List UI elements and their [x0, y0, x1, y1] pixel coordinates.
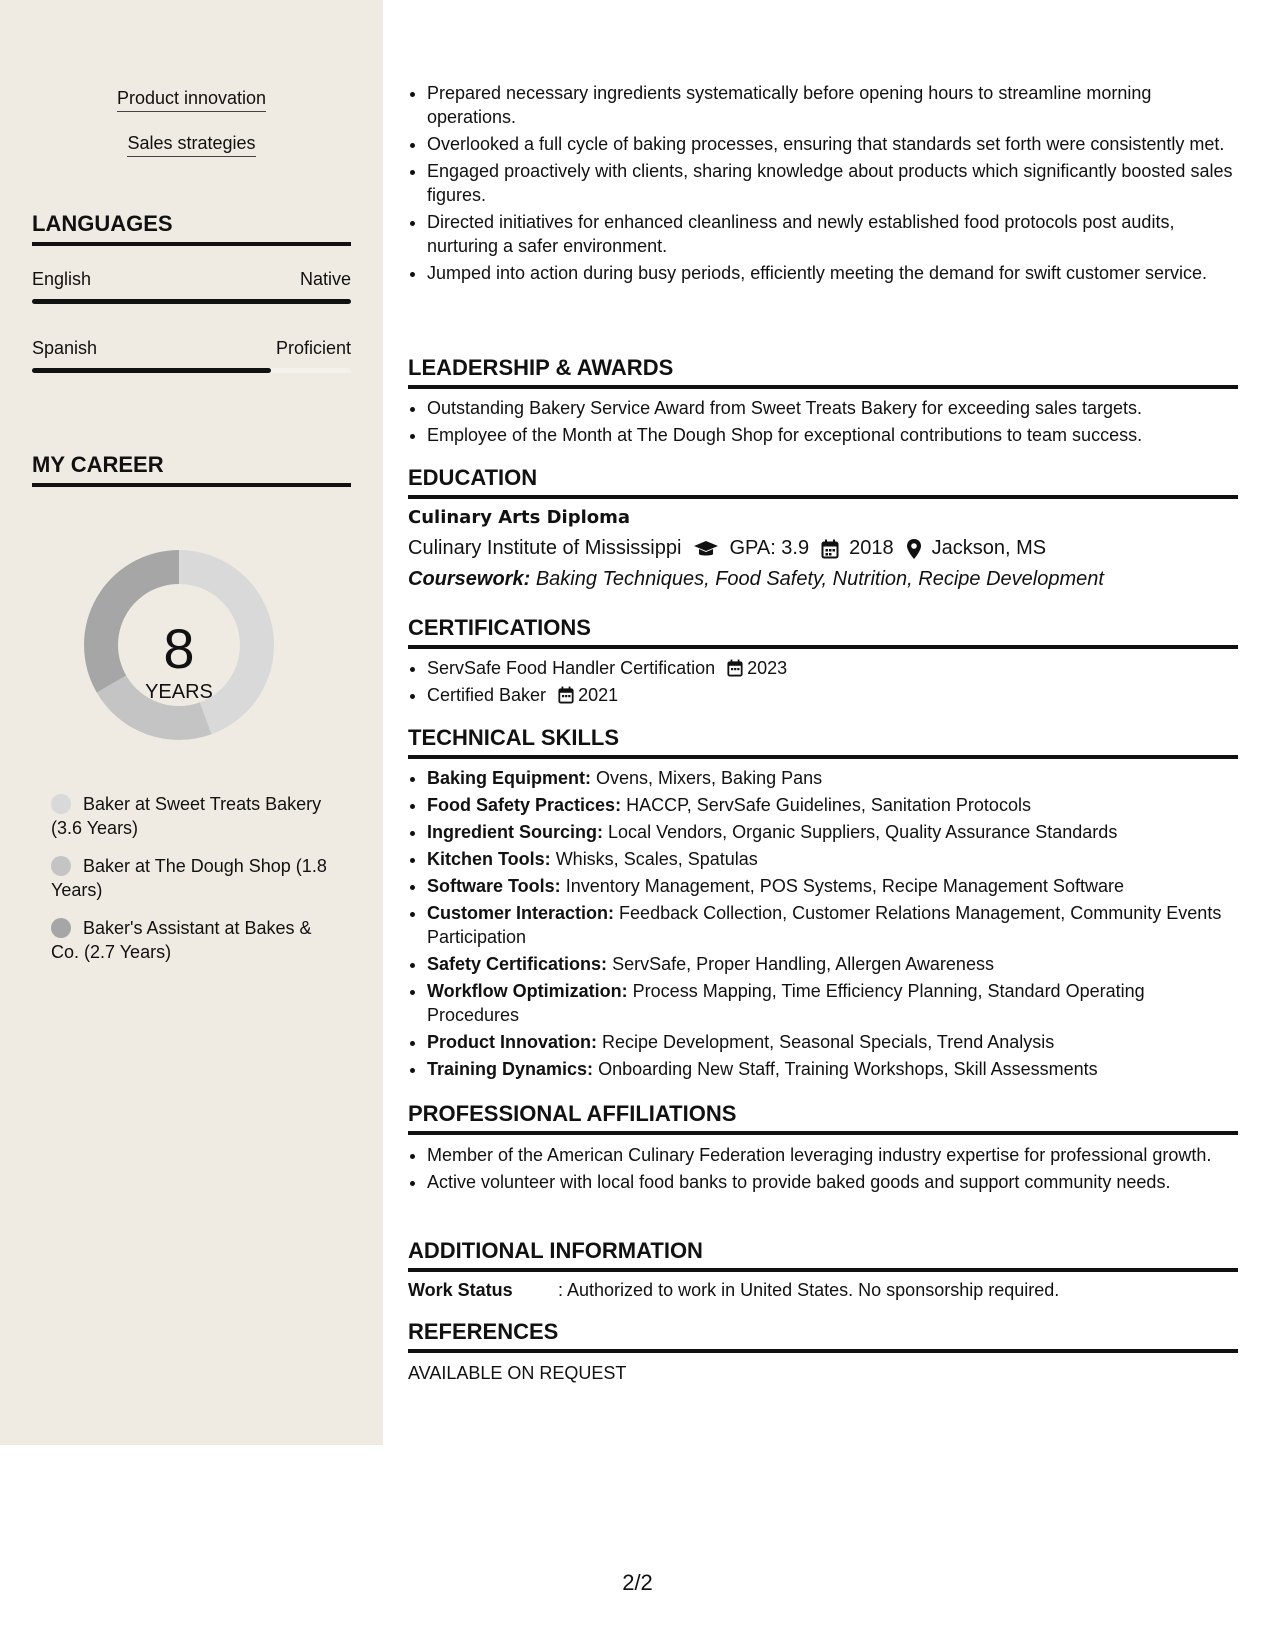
- location-pin-icon: [906, 538, 922, 560]
- skill-tag: [0, 87, 383, 112]
- list-item: [427, 820, 1238, 844]
- graduation-cap-icon: [693, 539, 719, 559]
- career-legend-item: [51, 792, 336, 840]
- career-donut-chart: [62, 528, 302, 768]
- certification-year: 2021: [578, 685, 619, 705]
- graduation-year: 2018: [849, 537, 894, 559]
- list-item: [427, 793, 1238, 817]
- skill-value: Whisks, Scales, Spatulas: [555, 849, 758, 869]
- calendar-icon: [821, 539, 839, 559]
- education-heading: EDUCATION: [408, 465, 1238, 499]
- language-level: Native: [299, 269, 351, 289]
- skill-label: Customer Interaction:: [427, 903, 615, 923]
- references-text: AVAILABLE ON REQUEST: [408, 1363, 627, 1383]
- skill-value: Onboarding New Staff, Training Workshops, Skill Assessments: [598, 1059, 1098, 1079]
- technical-skills-list: [408, 766, 1238, 1084]
- skill-tag: [0, 132, 383, 157]
- career-years-number: 8: [163, 617, 195, 680]
- school-location: Jackson, MS: [931, 537, 1047, 559]
- skill-tag-label: Sales strategies: [127, 132, 255, 157]
- certifications-heading: CERTIFICATIONS: [408, 615, 1238, 649]
- career-years-label: YEARS: [145, 681, 213, 703]
- education-details: [408, 537, 1046, 560]
- skill-value: Recipe Development, Seasonal Specials, Trend Analysis: [602, 1032, 1055, 1052]
- technical-skills-heading: TECHNICAL SKILLS: [408, 725, 1238, 759]
- affiliations-list: [408, 1143, 1238, 1197]
- gpa: GPA: 3.9: [729, 537, 810, 559]
- calendar-icon: [558, 686, 574, 704]
- skill-value: Feedback Collection, Customer Relations Management, Community Events Participation: [427, 903, 1222, 947]
- language-level: Proficient: [275, 338, 351, 358]
- career-legend-label: Baker's Assistant at Bakes & Co. (2.7 Years): [51, 918, 312, 962]
- skill-label: Food Safety Practices:: [427, 795, 622, 815]
- career-legend-label: Baker at Sweet Treats Bakery (3.6 Years): [51, 794, 322, 838]
- coursework: [408, 568, 1104, 591]
- legend-dot-icon: [51, 856, 71, 876]
- list-item: • Directed initiatives for enhanced cleanliness and newly established food protocols post audits, nurturing a safer environment.: [427, 210, 1238, 258]
- list-item: • Engaged proactively with clients, sharing knowledge about products which significantly boosted sales figures.: [427, 159, 1238, 207]
- list-item: • Active volunteer with local food banks to provide baked goods and support community needs.: [427, 1170, 1238, 1194]
- skill-label: Kitchen Tools:: [427, 849, 551, 869]
- skill-value: Inventory Management, POS Systems, Recipe Management Software: [565, 876, 1124, 896]
- school-name: Culinary Institute of Mississippi: [408, 537, 682, 559]
- skill-label: Software Tools:: [427, 876, 561, 896]
- coursework-list: Baking Techniques, Food Safety, Nutrition, Recipe Development: [535, 568, 1104, 590]
- leadership-heading: LEADERSHIP & AWARDS: [408, 355, 1238, 389]
- certification-name: Certified Baker: [427, 685, 547, 705]
- additional-info-heading: ADDITIONAL INFORMATION: [408, 1238, 1238, 1272]
- list-item: • Jumped into action during busy periods, efficiently meeting the demand for swift customer service.: [427, 261, 1238, 285]
- skill-label: Baking Equipment:: [427, 768, 592, 788]
- skill-label: Training Dynamics:: [427, 1059, 594, 1079]
- leadership-list: [408, 396, 1238, 450]
- career-heading: MY CAREER: [32, 452, 351, 487]
- coursework-label: Coursework:: [408, 568, 531, 590]
- language-proficiency-bar: [32, 368, 351, 373]
- skill-value: HACCP, ServSafe Guidelines, Sanitation Protocols: [626, 795, 1031, 815]
- legend-dot-icon: [51, 918, 71, 938]
- work-status-key: Work Status: [408, 1280, 513, 1300]
- language-proficiency-bar: [32, 299, 351, 304]
- work-status-value: : Authorized to work in United States. No sponsorship required.: [558, 1280, 1060, 1300]
- career-legend-label: Baker at The Dough Shop (1.8 Years): [51, 856, 327, 900]
- list-item: • Employee of the Month at The Dough Shop for exceptional contributions to team success.: [427, 423, 1238, 447]
- skill-label: Ingredient Sourcing:: [427, 822, 604, 842]
- list-item: [427, 1030, 1238, 1054]
- list-item: • Member of the American Culinary Federation leveraging industry expertise for professional growth.: [427, 1143, 1238, 1167]
- calendar-icon: [727, 659, 743, 677]
- work-status-row: [408, 1280, 1059, 1301]
- references-heading: REFERENCES: [408, 1319, 1238, 1353]
- language-row: [32, 268, 351, 290]
- language-row: [32, 337, 351, 359]
- career-legend-item: [51, 916, 336, 964]
- skill-tag-label: Product innovation: [117, 87, 266, 112]
- certification-year: 2023: [747, 658, 788, 678]
- skill-label: Safety Certifications:: [427, 954, 608, 974]
- experience-bullets: [408, 81, 1238, 288]
- list-item: [427, 847, 1238, 871]
- list-item: • Overlooked a full cycle of baking processes, ensuring that standards set forth were consistently met.: [427, 132, 1238, 156]
- list-item: [427, 874, 1238, 898]
- list-item: [427, 979, 1238, 1027]
- language-proficiency-fill: [32, 299, 351, 304]
- list-item: [427, 683, 1238, 707]
- career-legend-item: [51, 854, 336, 902]
- list-item: [427, 766, 1238, 790]
- list-item: [427, 656, 1238, 680]
- degree-title: Culinary Arts Diploma: [408, 507, 631, 528]
- skill-value: Local Vendors, Organic Suppliers, Quality Assurance Standards: [608, 822, 1118, 842]
- list-item: [427, 952, 1238, 976]
- language-name: English: [32, 269, 92, 289]
- skill-value: Process Mapping, Time Efficiency Planning, Standard Operating Procedures: [427, 981, 1145, 1025]
- list-item: [427, 1057, 1238, 1081]
- skill-label: Product Innovation:: [427, 1032, 597, 1052]
- language-proficiency-fill: [32, 368, 271, 373]
- skill-value: Ovens, Mixers, Baking Pans: [596, 768, 823, 788]
- page-number: 2/2: [622, 1570, 653, 1595]
- affiliations-heading: PROFESSIONAL AFFILIATIONS: [408, 1101, 1238, 1135]
- skill-value: ServSafe, Proper Handling, Allergen Awareness: [612, 954, 994, 974]
- list-item: • Prepared necessary ingredients systematically before opening hours to streamline morning operations.: [427, 81, 1238, 129]
- legend-dot-icon: [51, 794, 71, 814]
- language-name: Spanish: [32, 338, 98, 358]
- certification-name: ServSafe Food Handler Certification: [427, 658, 716, 678]
- certifications-list: [408, 656, 1238, 710]
- languages-heading: LANGUAGES: [32, 211, 351, 246]
- list-item: [427, 901, 1238, 949]
- list-item: • Outstanding Bakery Service Award from Sweet Treats Bakery for exceeding sales targets.: [427, 396, 1238, 420]
- skill-label: Workflow Optimization:: [427, 981, 628, 1001]
